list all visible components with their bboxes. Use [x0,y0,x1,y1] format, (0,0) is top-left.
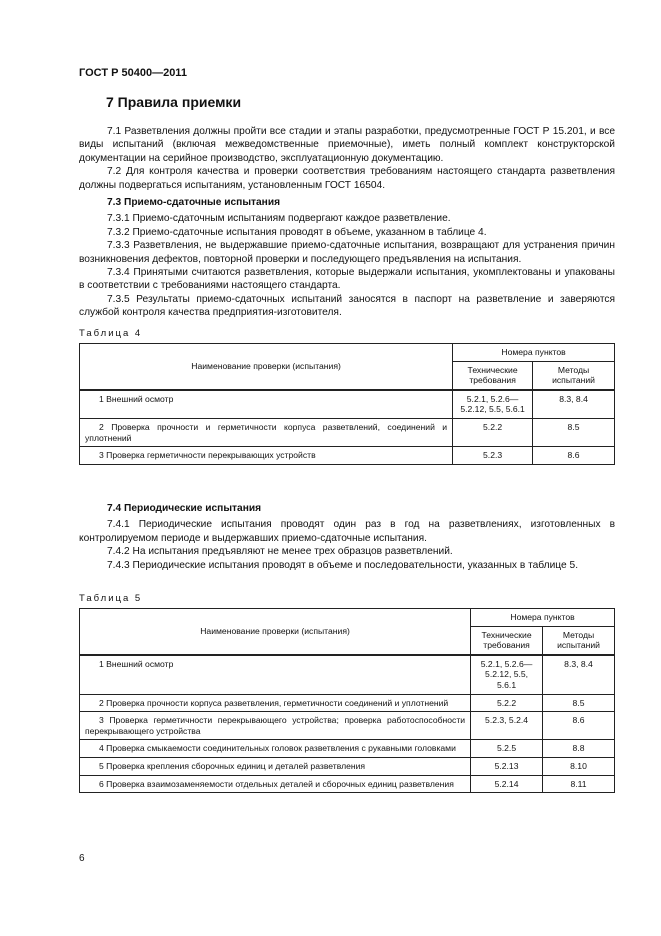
table-5-caption: Таблица 5 [79,593,143,604]
cell-tech: 5.2.2 [471,694,543,712]
table-5-body [80,655,615,793]
cell-name: 1 Внешний осмотр [80,655,471,694]
cell-tech: 5.2.1, 5.2.6—5.2.12, 5.5, 5.6.1 [471,655,543,694]
table-5 [79,608,615,793]
cell-name: 2 Проверка прочности и герметичности корпуса разветвлений, соединений и уплотнений [80,418,453,446]
document-code: ГОСТ Р 50400—2011 [79,67,187,79]
cell-name: 6 Проверка взаимозаменяемости отдельных деталей и сборочных единиц разветвления [80,775,471,793]
table-4-header-methods: Методы испытаний [533,361,615,390]
cell-methods: 8.10 [543,757,615,775]
table-row [80,655,615,694]
paragraph-7-4-2: 7.4.2 На испытания предъявляют не менее трех образцов разветвлений. [107,546,453,558]
section-title: 7 Правила приемки [106,94,242,110]
table-row [80,740,615,758]
paragraph-7-3-4: 7.3.4 Принятыми считаются разветвления, которые выдержали испытания, укомплектованы и упакованы в соответствии с требованиями настоящего стандарта. [79,267,615,292]
paragraph-7-3-2: 7.3.2 Приемо-сдаточные испытания проводят в объеме, указанном в таблице 4. [107,226,487,238]
table-4-header-tech: Технические требования [453,361,533,390]
cell-tech: 5.2.3 [453,447,533,465]
periodic-tests-block [79,498,615,572]
table-5-header-group: Номера пунктов [471,609,615,627]
cell-methods: 8.6 [543,712,615,740]
cell-methods: 8.11 [543,775,615,793]
cell-tech: 5.2.3, 5.2.4 [471,712,543,740]
table-row [80,694,615,712]
subsection-7-4-title: 7.4 Периодические испытания [107,503,262,514]
cell-name: 5 Проверка крепления сборочных единиц и деталей разветвления [80,757,471,775]
table-5-header-tech: Технические требования [471,626,543,655]
cell-name: 3 Проверка герметичности перекрывающего устройства; проверка работоспособности перекрывающего устройства [80,712,471,740]
section-intro-block [79,125,615,320]
table-4 [79,343,615,465]
paragraph-7-4-3: 7.4.3 Периодические испытания проводят в объеме и последовательности, указанных в таблице 5. [107,559,579,571]
table-row [80,447,615,465]
cell-methods: 8.5 [533,418,615,446]
table-row [80,418,615,446]
paragraph-7-3-1: 7.3.1 Приемо-сдаточным испытаниям подвергают каждое разветвление. [107,213,451,225]
cell-name: 1 Внешний осмотр [80,390,453,419]
cell-name: 4 Проверка смыкаемости соединительных головок разветвления с рукавными головками [80,740,471,758]
cell-methods: 8.3, 8.4 [533,390,615,419]
cell-name: 2 Проверка прочности корпуса разветвления, герметичности соединений и уплотнений [80,694,471,712]
table-row [80,757,615,775]
paragraph-7-2: 7.2 Для контроля качества и проверки соответствия требованиям настоящего стандарта разветвления должны подвергаться испытаниям, установленным ГОСТ 16504. [79,166,615,191]
table-row [80,775,615,793]
table-5-header-methods: Методы испытаний [543,626,615,655]
table-4-body [80,390,615,464]
paragraph-7-4-1: 7.4.1 Периодические испытания проводят один раз в год на разветвлениях, изготовленных в контролируемом периоде и выдержавших приемо-сдаточные испытания. [79,519,615,544]
cell-methods: 8.5 [543,694,615,712]
paragraph-7-1: 7.1 Разветвления должны пройти все стадии и этапы разработки, предусмотренные ГОСТ Р 15.201, и все виды испытаний (включая межведомственные приемочные), иметь полный комплект конструкторской документации на серийное производство, эксплуатационную документацию. [79,126,615,164]
cell-tech: 5.2.14 [471,775,543,793]
cell-methods: 8.3, 8.4 [543,655,615,694]
cell-name: 3 Проверка герметичности перекрывающих устройств [80,447,453,465]
cell-tech: 5.2.2 [453,418,533,446]
paragraph-7-3-5: 7.3.5 Результаты приемо-сдаточных испытаний заносятся в паспорт на разветвление и заверяются службой контроля качества предприятия-изготовителя. [79,293,615,319]
table-4-header-name: Наименование проверки (испытания) [80,344,453,390]
cell-methods: 8.6 [533,447,615,465]
table-4-caption: Таблица 4 [79,328,143,339]
table-5-header-name: Наименование проверки (испытания) [80,609,471,655]
cell-methods: 8.8 [543,740,615,758]
subsection-7-3-title: 7.3 Приемо-сдаточные испытания [107,197,281,209]
paragraph-7-3-3: 7.3.3 Разветвления, не выдержавшие приемо-сдаточные испытания, возвращают для устранения причин возникновения дефектов, повторной проверки и последующего предъявления на испытания. [79,240,615,265]
cell-tech: 5.2.5 [471,740,543,758]
cell-tech: 5.2.13 [471,757,543,775]
table-row [80,390,615,419]
table-row [80,712,615,740]
page-number: 6 [79,853,85,864]
cell-tech: 5.2.1, 5.2.6—5.2.12, 5.5, 5.6.1 [453,390,533,419]
table-4-header-group: Номера пунктов [453,344,615,362]
